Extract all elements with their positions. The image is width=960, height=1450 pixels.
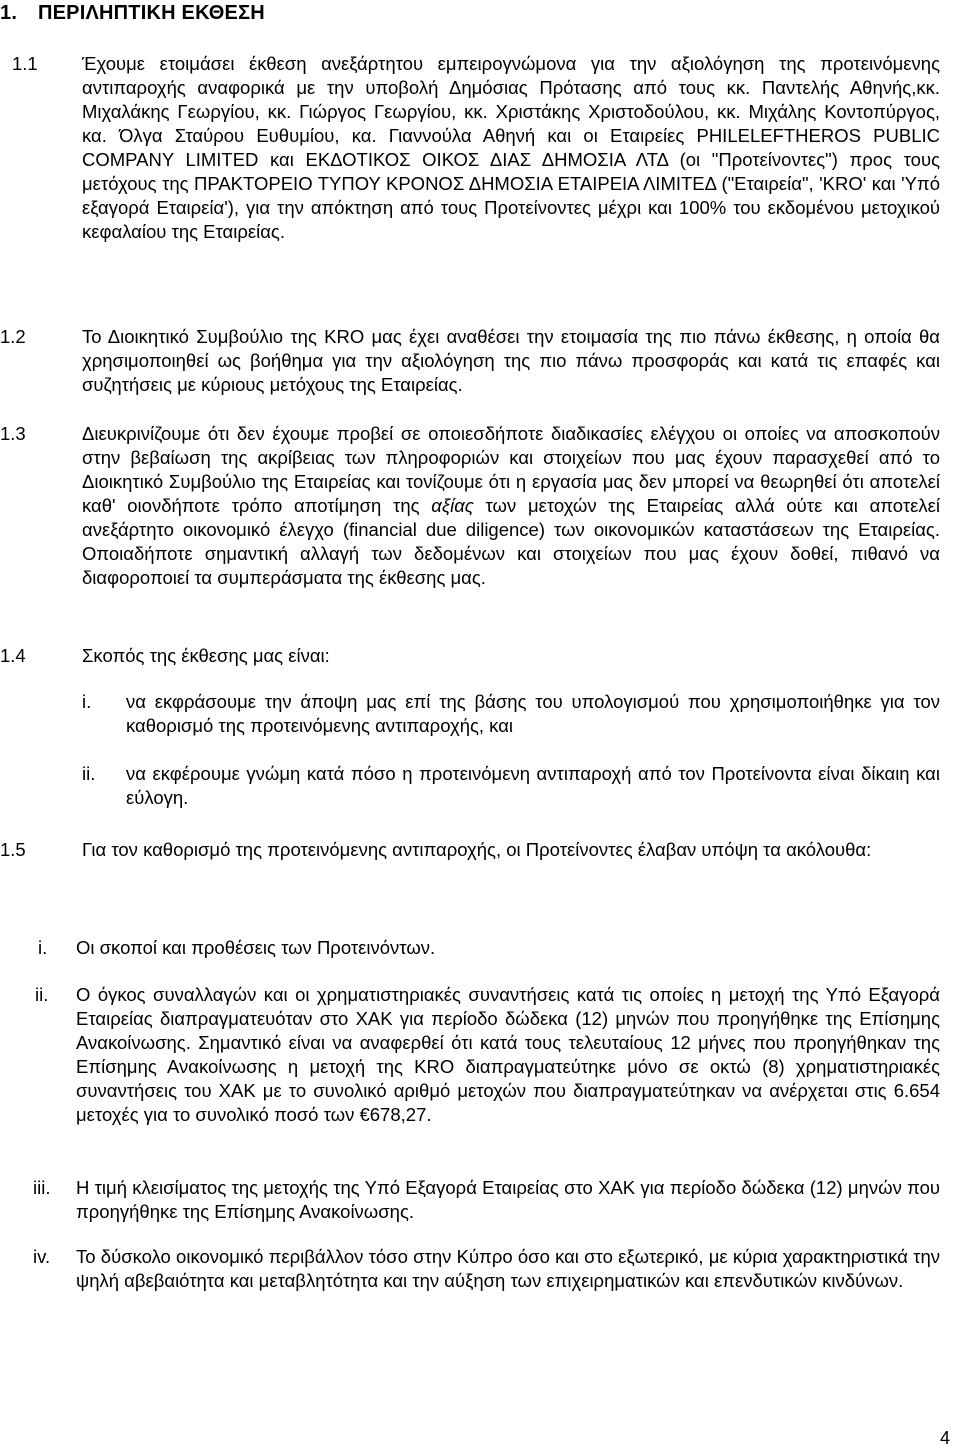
document-heading	[0, 2, 265, 25]
section-text-part: των μετοχών της Εταιρείας αλλά ούτε και αποτελεί ανεξάρτητο οικονομικό έλεγχο (financial due diligence) των οικονομικών καταστάσεων της Εταιρείας. Οποιαδήποτε σημαντική αλλαγή των δεδομένων και στοιχείων που μας έχουν δοθεί, πιθανό να διαφοροποιεί τα συμπεράσματα της έκθεσης μας.	[82, 495, 941, 588]
section-text-part: Διευκρινίζουμε ότι δεν έχουμε προβεί σε οποιεσδήποτε διαδικασίες ελέγχου οι οποίες να αποσκοπούν στην βεβαίωση της ακρίβειας των πληροφοριών και στοιχείων που μας έχουν παρασχεθεί από το Διοικητικό Συμβούλιο της Εταιρείας και τονίζουμε ότι η εργασία μας δεν μπορεί να θεωρηθεί ότι αποτελεί καθ' οιονδήποτε τρόπο αποτίμηση της	[82, 423, 940, 516]
page-number: 4	[939, 1428, 950, 1448]
list-item-text: Η τιμή κλεισίματος της μετοχής της Υπό Εξαγορά Εταιρείας στο ΧΑΚ για περίοδο δώδεκα (12) μηνών που προηγήθηκε της Επίσημης Ανακοίνωσης.	[76, 1177, 940, 1222]
list-item-number: iii.	[33, 1177, 51, 1198]
section-number: 1.1	[12, 53, 38, 74]
list-item-number: ii.	[35, 984, 49, 1005]
section-number: 1.2	[0, 326, 26, 347]
heading-number: 1.	[0, 2, 18, 24]
section-text-emphasis: αξίας	[431, 495, 474, 516]
list-item-text: Ο όγκος συναλλαγών και οι χρηματιστηριακές συναντήσεις κατά τις οποίες η μετοχή της Υπό Εξαγορά Εταιρείας διαπραγματευόταν στο ΧΑΚ για περίοδο δώδεκα (12) μηνών που προηγήθηκε της Επίσημης Ανακοίνωσης. Σημαντικό είναι να αναφερθεί ότι κατά τους τελευταίους 12 μήνες που προηγήθηκαν της Επίσημης Ανακοίνωσης η μετοχή της KRO διαπραγματεύτηκε μόνο σε οκτώ (8) χρηματιστηριακές συναντήσεις του ΧΑΚ με το συνολικό αριθμό μετοχών που διαπραγματεύτηκαν να ανέρχεται στις 6.654 μετοχές για το συνολικό ποσό των €678,27.	[76, 984, 940, 1125]
list-item-number: ii.	[82, 763, 96, 784]
list-item-text: να εκφέρουμε γνώμη κατά πόσο η προτεινόμενη αντιπαροχή από τον Προτείνοντα είναι δίκαιη και εύλογη.	[126, 763, 940, 808]
section-number: 1.4	[0, 645, 26, 666]
list-item-text: Οι σκοποί και προθέσεις των Προτεινόντων.	[76, 937, 436, 958]
section-text: Για τον καθορισμό της προτεινόμενης αντιπαροχής, οι Προτείνοντες έλαβαν υπόψη τα ακόλουθα:	[82, 839, 872, 860]
list-item-number: iv.	[33, 1246, 51, 1267]
section-text: Το Διοικητικό Συμβούλιο της KRO μας έχει αναθέσει την ετοιμασία της πιο πάνω έκθεσης, η οποία θα χρησιμοποιηθεί ως βοήθημα για την αξιολόγηση της πιο πάνω προσφοράς και κατά τις επαφές και συζητήσεις με κύριους μετόχους της Εταιρείας.	[82, 326, 940, 395]
section-number: 1.3	[0, 423, 26, 444]
section-text	[82, 422, 940, 590]
heading-title: ΠΕΡΙΛΗΠΤΙΚΗ ΕΚΘΕΣΗ	[38, 2, 265, 24]
list-item-number: i.	[38, 937, 48, 958]
list-item-text: Το δύσκολο οικονομικό περιβάλλον τόσο στην Κύπρο όσο και στο εξωτερικό, με κύρια χαρακτηριστικά την ψηλή αβεβαιότητα και μεταβλητότητα και την αύξηση των επιχειρηματικών και επενδυτικών κινδύνων.	[76, 1246, 940, 1291]
section-number: 1.5	[0, 839, 26, 860]
list-item-number: i.	[82, 691, 92, 712]
section-text: Σκοπός της έκθεσης μας είναι:	[82, 645, 330, 666]
list-item-text: να εκφράσουμε την άποψη μας επί της βάσης του υπολογισμού που χρησιμοποιήθηκε για τον καθορισμό της προτεινόμενης αντιπαροχής, και	[126, 691, 940, 736]
section-text: Έχουμε ετοιμάσει έκθεση ανεξάρτητου εμπειρογνώμονα για την αξιολόγηση της προτεινόμενης αντιπαροχής αναφορικά με την υποβολή Δημόσιας Πρότασης από τους κκ. Παντελής Αθηνής,κκ. Μιχαλάκης Γεωργίου, κκ. Γιώργος Γεωργίου, κκ. Χριστάκης Χριστοδούλου, κκ. Μιχάλης Κοντοπύργος, κα. Όλγα Σταύρου Ευθυμίου, κα. Γιαννούλα Αθηνή και οι Εταιρείες PHILELEFTHEROS PUBLIC COMPANY LIMITED και ΕΚΔΟΤΙΚΟΣ ΟΙΚΟΣ ΔΙΑΣ ΔΗΜΟΣΙΑ ΛΤΔ (οι "Προτείνοντες") προς τους μετόχους της ΠΡΑΚΤΟΡΕΙΟ ΤΥΠΟΥ ΚΡΟΝΟΣ ΔΗΜΟΣΙΑ ΕΤΑΙΡΕΙΑ ΛΙΜΙΤΕΔ ("Εταιρεία", 'KRO' και 'Υπό εξαγορά Εταιρεία'), για την απόκτηση από τους Προτείνοντες μέχρι και 100% του εκδομένου μετοχικού κεφαλαίου της Εταιρείας.	[82, 53, 940, 242]
